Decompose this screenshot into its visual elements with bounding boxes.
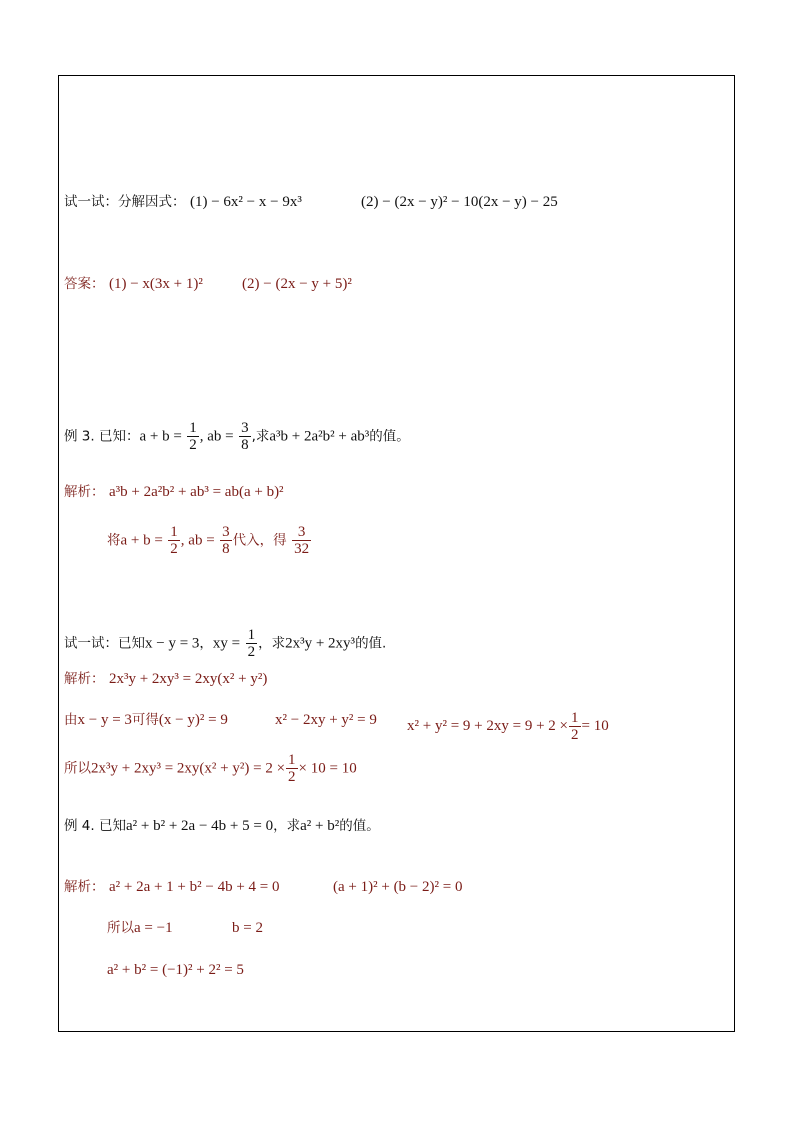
solution-try-2-line-1 xyxy=(64,669,267,689)
fraction-numerator: 3 xyxy=(292,524,311,541)
solution-3-math-3: , ab = xyxy=(180,532,215,549)
try-it-1 xyxy=(64,192,558,212)
try-it-2-label: 试一试：已知 xyxy=(64,635,145,652)
solution-try-2-text-3: 所以 xyxy=(64,760,91,777)
solution-3-label: 解析： xyxy=(64,484,105,500)
example-3-text-1: ,求 xyxy=(251,428,270,445)
example-3-fraction-1 xyxy=(187,420,199,453)
solution-try-2-math-5 xyxy=(407,710,609,743)
fraction-numerator: 3 xyxy=(222,524,230,540)
solution-try-2-line-2 xyxy=(64,710,609,743)
example-3-math-1: a + b = xyxy=(139,428,182,445)
solution-4-label: 解析： xyxy=(64,879,105,895)
answer-1 xyxy=(64,274,352,294)
fraction-numerator: 1 xyxy=(247,627,256,643)
solution-try-2-math-2: x − y = 3 xyxy=(77,712,132,728)
try-it-2-text-3: 的值. xyxy=(355,635,387,652)
answer-1-part-2: (2) − (2x − y + 5)² xyxy=(242,276,352,292)
solution-3-fraction-2 xyxy=(220,524,232,557)
example-4 xyxy=(64,816,380,836)
example-4-math-2: a² + b² xyxy=(300,818,340,834)
fraction-numerator: 3 xyxy=(241,420,249,436)
fraction-numerator: 1 xyxy=(288,752,296,768)
solution-4-math-3: a = −1 xyxy=(134,920,173,936)
fraction-denominator: 2 xyxy=(288,769,296,785)
solution-try-2-fraction-2 xyxy=(286,752,298,785)
fraction-denominator: 8 xyxy=(241,437,249,453)
solution-3-fraction-3 xyxy=(292,524,311,557)
fraction-numerator: 1 xyxy=(189,420,197,436)
try-it-1-problem-1: (1) − 6x² − x − 9x³ xyxy=(189,194,302,210)
try-it-2-math-3: 2x³y + 2xy³ xyxy=(285,635,356,652)
solution-4-math-2: (a + 1)² + (b − 2)² = 0 xyxy=(333,879,463,895)
solution-try-2-math-6: 2x³y + 2xy³ = 2xy(x² + y²) = 2 × xyxy=(91,760,286,777)
solution-try-2-math-4: x² − 2xy + y² = 9 xyxy=(275,712,377,728)
solution-try-2-text-2: 可得 xyxy=(131,712,159,728)
solution-try-2-math-1: 2x³y + 2xy³ = 2xy(x² + y²) xyxy=(108,671,268,687)
fraction-denominator: 2 xyxy=(571,727,579,743)
try-it-1-problem-2: (2) − (2x − y)² − 10(2x − y) − 25 xyxy=(361,194,558,210)
example-4-math-1: a² + b² + 2a − 4b + 5 = 0 xyxy=(125,818,274,834)
example-3-label: 例 3. 已知： xyxy=(64,428,140,445)
solution-3-fraction-1 xyxy=(168,524,180,557)
try-it-1-label: 试一试：分解因式： xyxy=(64,194,186,210)
example-3-math-2: , ab = xyxy=(199,428,234,445)
solution-4-line-2 xyxy=(107,918,263,938)
solution-3-text-1: 将 xyxy=(107,532,121,549)
try-it-2-math-2: xy = xyxy=(212,635,241,652)
fraction-denominator: 8 xyxy=(222,541,230,557)
solution-try-2-math-7: × 10 = 10 xyxy=(298,760,357,777)
example-4-text-2: 的值。 xyxy=(339,818,380,834)
solution-4-math-1: a² + 2a + 1 + b² − 4b + 4 = 0 xyxy=(108,879,280,895)
solution-3-line-1 xyxy=(64,482,284,502)
try-it-2-text-2: ，求 xyxy=(258,635,286,652)
try-it-2-math-1: x − y = 3 xyxy=(145,635,200,652)
solution-3-math-1: a³b + 2a²b² + ab³ = ab(a + b)² xyxy=(108,484,284,500)
solution-4-math-5: a² + b² = (−1)² + 2² = 5 xyxy=(107,962,244,978)
solution-try-2-math-5-right: = 10 xyxy=(581,717,609,734)
solution-3-math-2: a + b = xyxy=(120,532,163,549)
fraction-denominator: 2 xyxy=(247,644,256,660)
solution-try-2-math-5-left: x² + y² = 9 + 2xy = 9 + 2 × xyxy=(407,717,569,734)
solution-4-text-1: 所以 xyxy=(107,920,134,936)
example-4-text-1: ，求 xyxy=(273,818,301,834)
example-3 xyxy=(64,420,410,453)
example-4-label: 例 4. 已知 xyxy=(64,818,126,834)
solution-3-line-2 xyxy=(107,524,312,557)
example-3-text-2: 的值。 xyxy=(369,428,410,445)
solution-4-line-3 xyxy=(107,960,244,980)
solution-try-2-text-1: 由 xyxy=(64,712,78,728)
try-it-2-text-1: ， xyxy=(199,635,213,652)
try-it-2 xyxy=(64,627,386,660)
solution-3-text-2: 代入，得 xyxy=(232,532,287,549)
solution-try-2-line-3 xyxy=(64,752,357,785)
solution-4-math-4: b = 2 xyxy=(232,920,263,936)
answer-1-label: 答案： xyxy=(64,276,105,292)
fraction-denominator: 2 xyxy=(189,437,197,453)
try-it-2-fraction xyxy=(246,627,258,660)
solution-4-line-1 xyxy=(64,877,463,897)
answer-1-part-1: (1) − x(3x + 1)² xyxy=(108,276,203,292)
fraction-numerator: 1 xyxy=(571,710,579,726)
fraction-denominator: 32 xyxy=(294,541,310,557)
fraction-numerator: 1 xyxy=(170,524,178,540)
solution-try-2-fraction-1 xyxy=(569,710,581,743)
solution-try-2-label: 解析： xyxy=(64,671,105,687)
example-3-math-3: a³b + 2a²b² + ab³ xyxy=(269,428,370,445)
example-3-fraction-2 xyxy=(239,420,251,453)
solution-try-2-math-3: (x − y)² = 9 xyxy=(158,712,228,728)
fraction-denominator: 2 xyxy=(170,541,178,557)
